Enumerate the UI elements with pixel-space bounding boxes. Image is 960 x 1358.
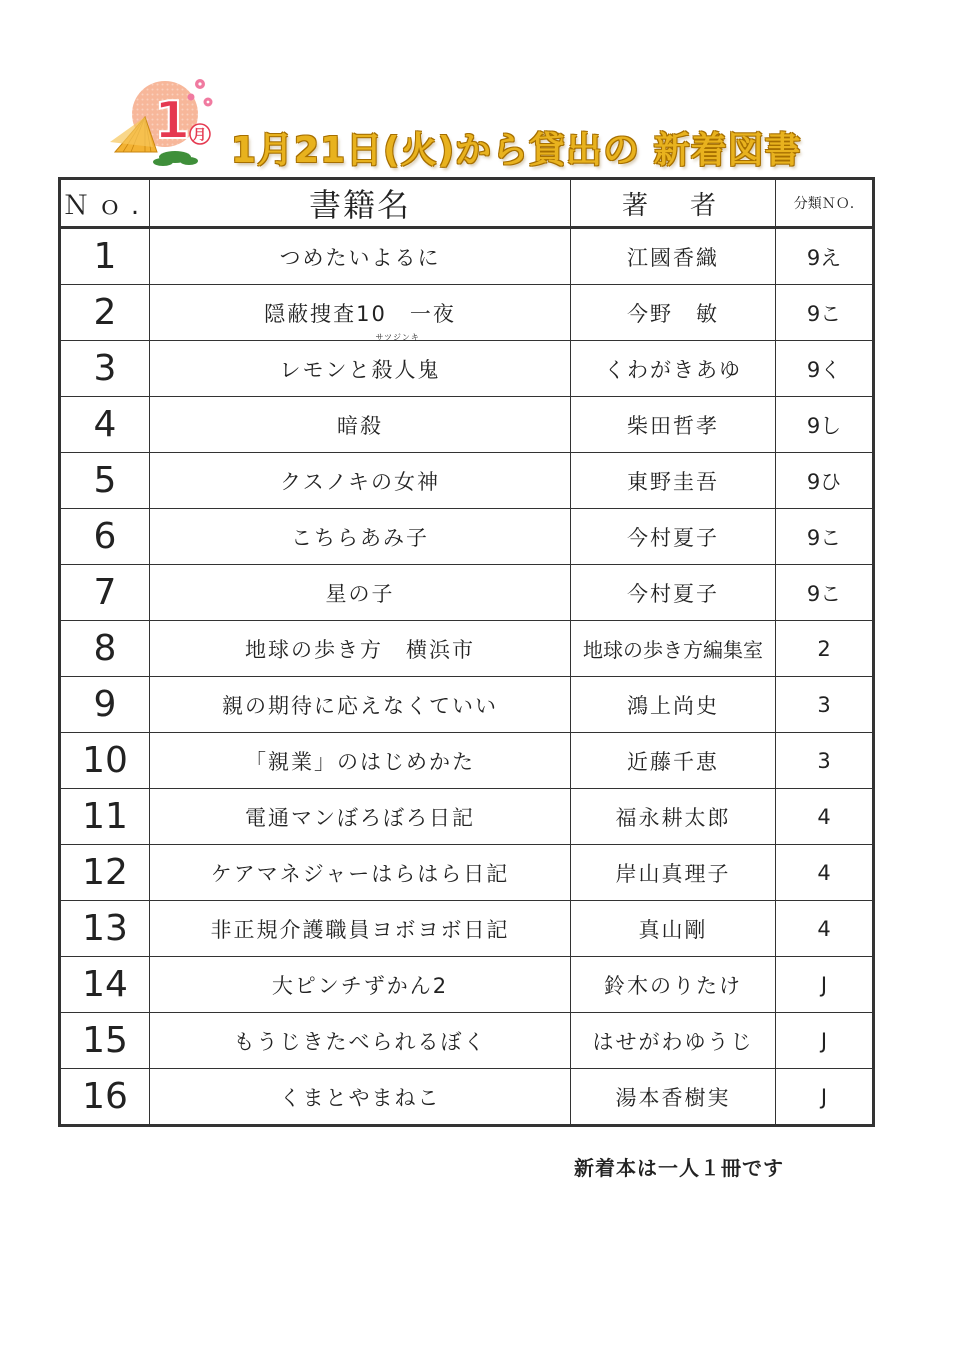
book-title-wrapper (279, 332, 441, 384)
book-class: 9ひ (776, 453, 874, 509)
book-title: もうじきたべられるぼく (150, 1013, 571, 1069)
book-author: 東野圭吾 (571, 453, 776, 509)
book-title: こちらあみ子 (150, 509, 571, 565)
page-title: 1月21日(火)から貸出の 新着図書 (231, 130, 802, 171)
row-number: 12 (60, 845, 150, 901)
row-number: 13 (60, 901, 150, 957)
footer-note: 新着本は一人１冊です (574, 1156, 784, 1180)
book-author: 鴻上尚史 (571, 677, 776, 733)
book-title: くまとやまねこ (150, 1069, 571, 1126)
book-class: 4 (776, 901, 874, 957)
row-number: 5 (60, 453, 150, 509)
row-number: 15 (60, 1013, 150, 1069)
book-class: J (776, 1013, 874, 1069)
book-class: 9こ (776, 565, 874, 621)
table-row (60, 1013, 874, 1069)
book-author: 岸山真理子 (571, 845, 776, 901)
table-row (60, 285, 874, 341)
book-class: 9こ (776, 285, 874, 341)
table-row (60, 1069, 874, 1126)
table-row (60, 845, 874, 901)
table-row (60, 621, 874, 677)
table-row (60, 565, 874, 621)
book-title: 「親業」のはじめかた (150, 733, 571, 789)
book-class: 3 (776, 733, 874, 789)
column-header-title: 書籍名 (150, 179, 571, 228)
row-number: 2 (60, 285, 150, 341)
row-number: 6 (60, 509, 150, 565)
svg-text:1: 1 (154, 91, 191, 151)
row-number: 11 (60, 789, 150, 845)
row-number: 3 (60, 341, 150, 397)
book-title: 隠蔽捜査10 一夜 (150, 285, 571, 341)
book-title: ケアマネジャーはらはら日記 (150, 845, 571, 901)
book-author: 鈴木のりたけ (571, 957, 776, 1013)
book-author: 近藤千恵 (571, 733, 776, 789)
new-books-table (58, 177, 875, 1127)
book-title: 星の子 (150, 565, 571, 621)
svg-text:月: 月 (192, 127, 207, 144)
new-year-emblem-icon (105, 72, 230, 177)
column-header-author: 著 者 (571, 179, 776, 228)
book-title: 暗殺 (150, 397, 571, 453)
book-author: 福永耕太郎 (571, 789, 776, 845)
table-row (60, 901, 874, 957)
book-author: 地球の歩き方編集室 (571, 621, 776, 677)
book-author: 今村夏子 (571, 565, 776, 621)
book-class: 4 (776, 845, 874, 901)
row-number: 7 (60, 565, 150, 621)
book-title-cell (150, 332, 571, 397)
table-row (60, 957, 874, 1013)
book-title: つめたいよるに (150, 228, 571, 285)
book-class: J (776, 957, 874, 1013)
book-class: 9し (776, 397, 874, 453)
row-number: 16 (60, 1069, 150, 1126)
header (105, 72, 865, 182)
book-class: 9こ (776, 509, 874, 565)
book-title: 電通マンぼろぼろ日記 (150, 789, 571, 845)
table-row (60, 397, 874, 453)
table-row (60, 677, 874, 733)
row-number: 4 (60, 397, 150, 453)
book-author: くわがきあゆ (571, 341, 776, 397)
book-title: 非正規介護職員ヨボヨボ日記 (150, 901, 571, 957)
table-row (60, 228, 874, 285)
row-number: 14 (60, 957, 150, 1013)
book-class: 4 (776, 789, 874, 845)
book-title: 地球の歩き方 横浜市 (150, 621, 571, 677)
book-title: レモンと殺人鬼 (279, 357, 441, 382)
book-class: 9え (776, 228, 874, 285)
table-row (60, 789, 874, 845)
column-header-class: 分類ＮＯ. (776, 179, 874, 228)
book-class: J (776, 1069, 874, 1126)
book-title: 大ピンチずかん2 (150, 957, 571, 1013)
book-author: 今野 敏 (571, 285, 776, 341)
row-number: 1 (60, 228, 150, 285)
table-header-row (60, 179, 874, 228)
book-author: 真山剛 (571, 901, 776, 957)
table-row (60, 733, 874, 789)
book-class: 9く (776, 341, 874, 397)
book-class: 2 (776, 621, 874, 677)
book-author: 湯本香樹実 (571, 1069, 776, 1126)
book-author: 今村夏子 (571, 509, 776, 565)
column-header-no: Ｎｏ. (60, 179, 150, 228)
table-row (60, 453, 874, 509)
book-title: クスノキの女神 (150, 453, 571, 509)
row-number: 9 (60, 677, 150, 733)
book-author: 柴田哲孝 (571, 397, 776, 453)
book-author: 江國香織 (571, 228, 776, 285)
row-number: 10 (60, 733, 150, 789)
ruby-reading: サツジンキ (375, 332, 420, 342)
table-row (60, 341, 874, 397)
row-number: 8 (60, 621, 150, 677)
book-title: 親の期待に応えなくていい (150, 677, 571, 733)
book-author: はせがわゆうじ (571, 1013, 776, 1069)
table-row (60, 509, 874, 565)
book-class: 3 (776, 677, 874, 733)
